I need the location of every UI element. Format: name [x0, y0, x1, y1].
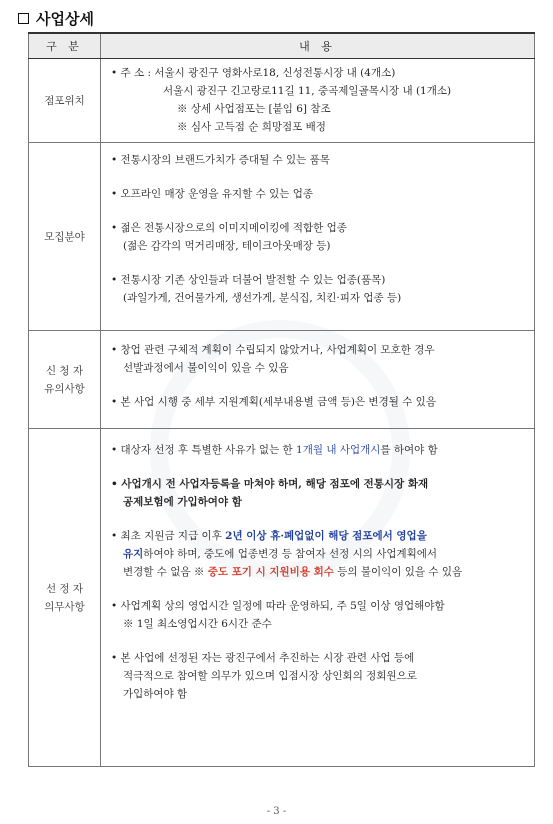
category-duties-line2: 의무사항 [44, 600, 85, 613]
duty-3-highlight: 2년 이상 휴·폐업없이 해당 점포에서 영업을 [225, 530, 427, 542]
field-item-3-detail: (젊은 감각의 먹거리매장, 테이크아웃매장 등) [123, 240, 331, 252]
category-duties-line1: 선 정 자 [45, 582, 84, 595]
duty-1-text-end: 를 하여야 함 [380, 444, 438, 456]
category-notice [29, 331, 101, 429]
duty-3-text-cont: 하여야 하며, 중도에 업종변경 등 참여자 선정 시의 사업계획에서 [143, 548, 438, 560]
duty-1-text: • 대상자 선정 후 특별한 사유가 없는 한 [111, 444, 297, 456]
category-duties [29, 429, 101, 767]
detail-table [28, 32, 535, 767]
duty-item-3-cont2 [111, 563, 526, 581]
content-location [101, 59, 535, 143]
field-item-1: • 전통시장의 브랜드가치가 증대될 수 있는 품목 [111, 154, 330, 166]
field-item-4: • 전통시장 기존 상인들과 더불어 발전할 수 있는 업종(품목) [111, 274, 386, 286]
duty-3-text-end: 등의 불이익이 있을 수 있음 [333, 566, 463, 578]
table-header-row [29, 33, 535, 59]
location-note-2: ※ 심사 고득점 순 희망점포 배정 [177, 121, 326, 133]
duty-item-4-note: ※ 1일 최소영업시간 6시간 준수 [123, 618, 272, 630]
category-notice-line1: 신 청 자 [45, 364, 84, 377]
field-item-3: • 젊은 전통시장으로의 이미지메이킹에 적합한 업종 [111, 222, 347, 234]
duty-item-4: • 사업계획 상의 영업시간 일정에 따라 운영하되, 주 5일 이상 영업해야함 [111, 600, 445, 612]
location-line-1: • 주 소 : 서울시 광진구 영화사로18, 신성전통시장 내 (4개소) [111, 67, 396, 79]
row-location [29, 59, 535, 143]
section-title [18, 8, 94, 29]
duty-item-2-cont: 공제보험에 가입하여야 함 [123, 496, 242, 508]
square-bullet-icon [18, 13, 29, 24]
header-category: 구 분 [29, 33, 101, 59]
category-location: 점포위치 [29, 59, 101, 143]
duty-item-5-cont2: 가입하여야 함 [123, 688, 188, 700]
notice-item-1-cont: 선발과정에서 불이익이 있을 수 있음 [123, 362, 289, 374]
duty-item-3 [111, 527, 526, 545]
row-notice [29, 331, 535, 429]
duty-3-highlight-cont: 유지 [123, 548, 144, 560]
category-fields: 모집분야 [29, 143, 101, 331]
content-duties [101, 429, 535, 767]
duty-item-1 [111, 441, 526, 459]
duty-1-highlight: 1개월 내 사업개시 [296, 444, 381, 456]
duty-item-3-cont [111, 545, 526, 563]
location-note-1: ※ 상세 사업점포는 [붙임 6] 참조 [177, 103, 331, 115]
row-duties [29, 429, 535, 767]
header-content: 내 용 [101, 33, 535, 59]
field-item-2: • 오프라인 매장 운영을 유지할 수 있는 업종 [111, 188, 313, 200]
content-fields [101, 143, 535, 331]
location-line-2: 서울시 광진구 긴고랑로11길 11, 중곡제일골목시장 내 (1개소) [163, 85, 452, 97]
page-number: - 3 - [266, 806, 287, 817]
content-notice [101, 331, 535, 429]
category-notice-line2: 유의사항 [44, 382, 85, 395]
duty-3-text-cont2: 변경할 수 없음 ※ [123, 566, 208, 578]
duty-item-2: • 사업개시 전 사업자등록을 마쳐야 하며, 해당 점포에 전통시장 화재 [111, 478, 429, 490]
duty-item-5-cont: 적극적으로 참여할 의무가 있으며 입점시장 상인회의 정회원으로 [123, 670, 417, 682]
section-title-text: 사업상세 [36, 10, 94, 28]
duty-3-text: • 최초 지원금 지급 이후 [111, 530, 226, 542]
row-fields [29, 143, 535, 331]
notice-item-2: • 본 사업 시행 중 세부 지원계획(세부내용별 금액 등)은 변경될 수 있음 [111, 396, 436, 408]
notice-item-1: • 창업 관련 구체적 계획이 수립되지 않았거나, 사업계획이 모호한 경우 [111, 344, 435, 356]
duty-item-5: • 본 사업에 선정된 자는 광진구에서 추진하는 시장 관련 사업 등에 [111, 652, 415, 664]
field-item-4-detail: (과일가게, 건어물가게, 생선가게, 분식집, 치킨·피자 업종 등) [123, 292, 402, 304]
duty-3-warning: 중도 포기 시 지원비용 회수 [207, 566, 334, 578]
